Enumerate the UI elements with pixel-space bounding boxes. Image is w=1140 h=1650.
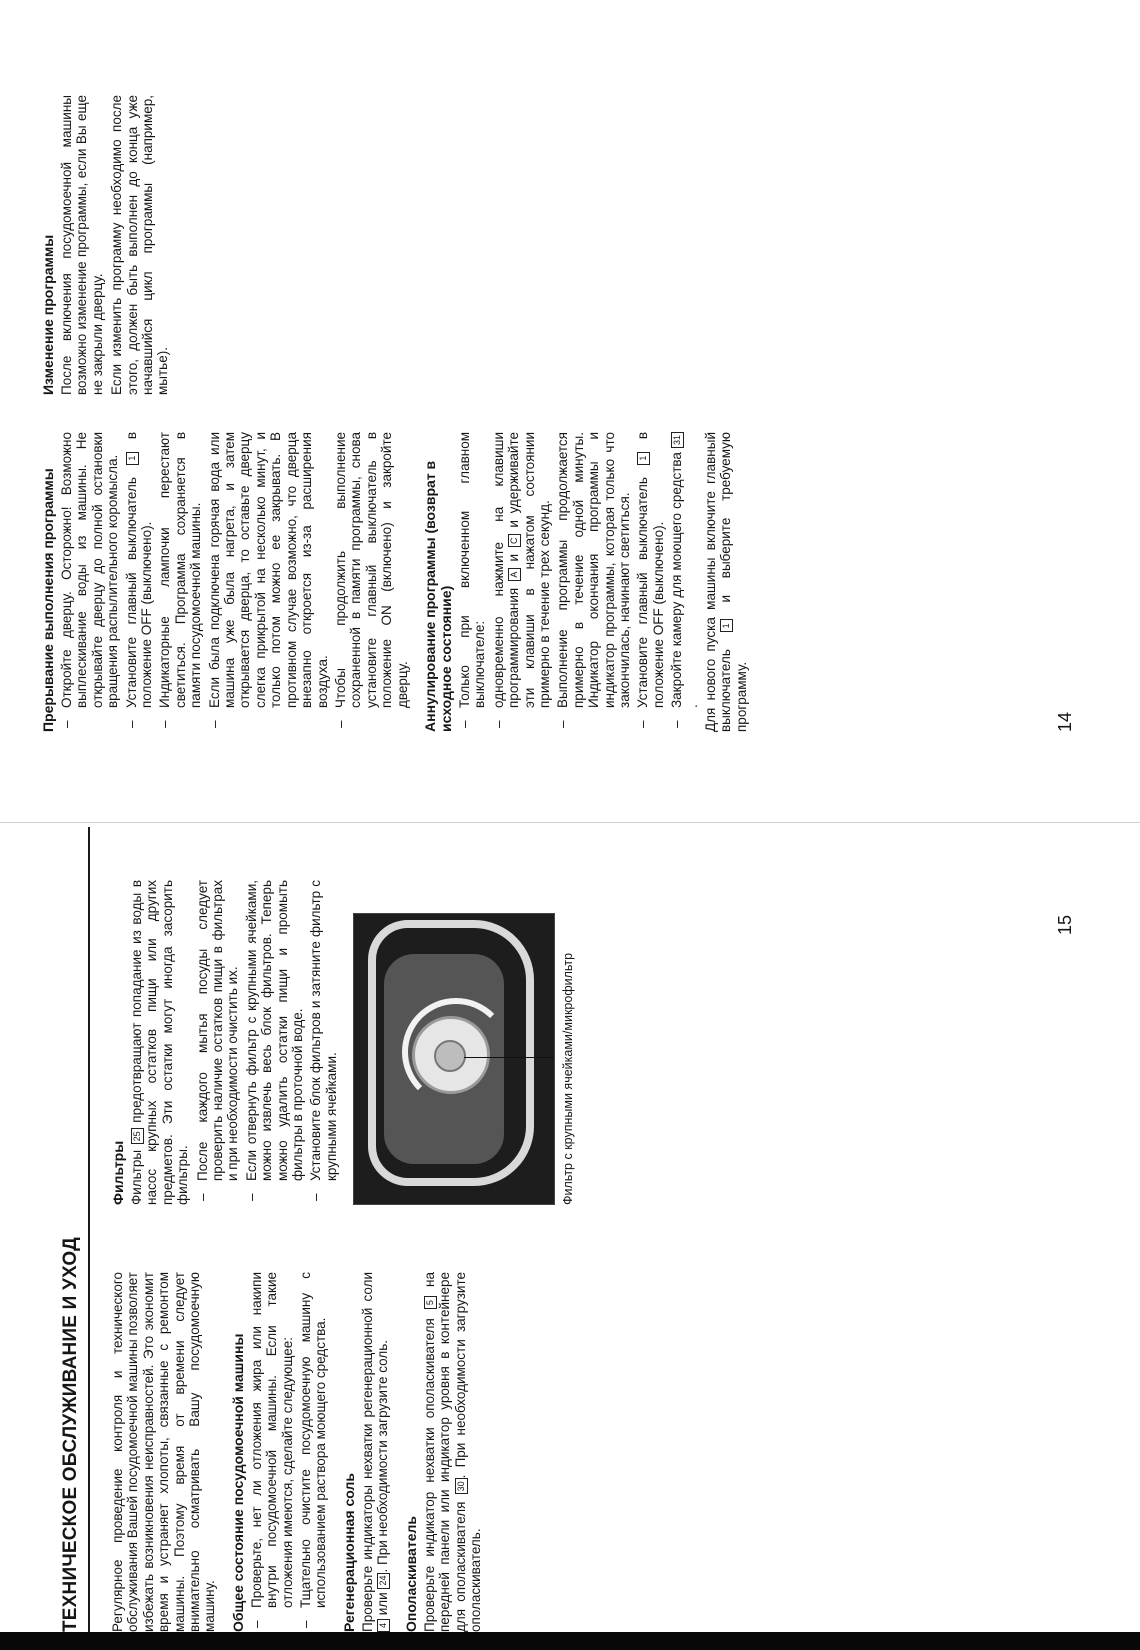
key-1-icon: 1: [720, 619, 733, 632]
filter-photo: [353, 913, 555, 1205]
list-item: – Закройте камеру для моющего средства 31.: [669, 432, 700, 732]
list-item: – Откройте дверцу. Осторожно! Возможно выплескивание воды из машины. Не открывайте дверцу до полной остановки вращения распылительного коромысла.: [59, 432, 121, 732]
left-column-2: [40, 95, 175, 395]
heading-filters: Фильтры: [110, 1140, 126, 1205]
intro-paragraph: Регулярное проведение контроля и технического обслуживания Вашей посудомоечной машины позволяет избежать возникновения неисправностей. Это экономит время и устраняет хлопоты, связанные с ремонтом машины. Поэтому время от времени следует внимательно осматривать Вашу посудомоечную машину.: [110, 1272, 218, 1632]
heading-change: Изменение программы: [40, 234, 56, 395]
heading-rinse: Ополаскиватель: [402, 1516, 419, 1632]
filters-list: [195, 880, 340, 1205]
general-list: [249, 1272, 329, 1632]
list-item: – Индикаторные лампочки перестают светиться. Программа сохраняется в памяти посудомоечной машины.: [157, 432, 203, 732]
photo-caption: Фильтр с крупными ячейками/микрофильтр: [561, 952, 576, 1205]
filters-paragraph: Фильтры 25 предотвращают попадание из воды в насос крупных остатков пищи или других предметов. Эти остатки могут иногда засорить фильтры.: [129, 880, 191, 1205]
page-14: [0, 0, 1140, 820]
heading-salt: Регенерационная соль: [340, 1473, 357, 1632]
cancel-list: [457, 432, 700, 732]
list-item: – Установите главный выключатель 1 в положение OFF (выключено).: [635, 432, 666, 732]
key-25-icon: 25: [131, 1128, 144, 1144]
list-item: – Проверьте, нет ли отложения жира или накипи внутри посудомоечной машины. Если такие отложения имеются, сделайте следующее:: [249, 1272, 295, 1632]
interrupt-list: [59, 432, 410, 732]
heading-general: Общее состояние посудомоечной машины: [229, 1333, 246, 1632]
list-item: – одновременно нажмите на клавиши программирования A и C и удерживайте эти клавиши в нажатом состоянии примерно в течение трех секунд.: [491, 432, 553, 732]
key-30-icon: 30: [455, 1478, 468, 1494]
list-item: – Установите блок фильтров и затяните фильтр с крупными ячейками.: [308, 880, 339, 1205]
callout-line: [464, 1057, 555, 1058]
key-c-icon: C: [508, 534, 521, 547]
key-1-icon: 1: [637, 452, 650, 465]
page-15: [0, 830, 1140, 1650]
list-item: – После каждого мытья посуды следует проверить наличие остатков пищи в фильтрах и при необходимости очистить их.: [195, 880, 241, 1205]
list-item: – Если отвернуть фильтр с крупными ячейками, можно извлечь весь блок фильтров. Теперь можно удалить остатки пищи и промыть фильтры в проточной воде.: [244, 880, 306, 1205]
key-4-icon: 4: [377, 1619, 390, 1632]
list-item: – Тщательно очистите посудомоечную машину с использованием раствора моющего средства.: [298, 1272, 329, 1632]
key-1-icon: 1: [126, 452, 139, 465]
title-block: [60, 827, 100, 1632]
page-number: 14: [1055, 711, 1075, 732]
list-item: – Выполнение программы продолжается примерно в течение одной минуты. Индикатор окончания программы и индикатор программы, которая только что закончилась, начинают светиться.: [555, 432, 632, 732]
change-paragraph-1: После включения посудомоечной машины возможно изменение программы, если Вы еще не закрыли дверцу.: [59, 95, 105, 395]
right-column-2: [110, 880, 575, 1205]
list-item: – Только при включенном главном выключателе:: [457, 432, 488, 732]
list-item: – Установите главный выключатель 1 в положение OFF (выключено).: [124, 432, 155, 732]
restart-note: Для нового пуска машины включите главный выключатель 1 и выберите требуемую программу.: [703, 432, 749, 732]
rotate-arrow-icon: [402, 998, 510, 1106]
page-title: ТЕХНИЧЕСКОЕ ОБСЛУЖИВАНИЕ И УХОД: [60, 827, 90, 1632]
left-column-1: [40, 432, 753, 732]
list-item: – Чтобы продолжить выполнение сохраненной в памяти программы, снова установите главный выключатель в положение ON (включено) и закройте дверцу.: [333, 432, 410, 732]
key-a-icon: A: [508, 568, 521, 581]
change-paragraph-2: Если изменить программу необходимо после этого, должен быть выполнен до конца уже начавшийся цикл программы (например, мытье).: [109, 95, 171, 395]
page-fold: [0, 822, 1140, 823]
key-31-icon: 31: [671, 432, 684, 448]
heading-interrupt: Прерывание выполнения программы: [40, 468, 56, 732]
rinse-paragraph: Проверьте индикатор нехватки ополаскивателя 5 на передней панели или индикатор уровня в контейнере для ополаскивателя 30. При необходимости загрузите ополаскиватель.: [421, 1272, 483, 1632]
list-item: – Если была подключена горячая вода или машина уже была нагрета, и затем открывается дверца, то оставьте дверцу слегка прикрытой на несколько минут, и только потом можно ее закрывать. В противном случае возможно, что дверца внезапно откроется из-за расширения воздуха.: [207, 432, 330, 732]
key-5-icon: 5: [424, 1296, 437, 1309]
page-number: 15: [1055, 914, 1075, 935]
key-24-icon: 24: [377, 1573, 390, 1589]
salt-paragraph: Проверьте индикаторы нехватки регенерационной соли 4 или 24. При необходимости загрузите соль.: [359, 1272, 391, 1632]
heading-cancel: Аннулирование программы (возврат в исходное состояние): [421, 460, 454, 732]
right-column-1: [110, 1272, 487, 1632]
